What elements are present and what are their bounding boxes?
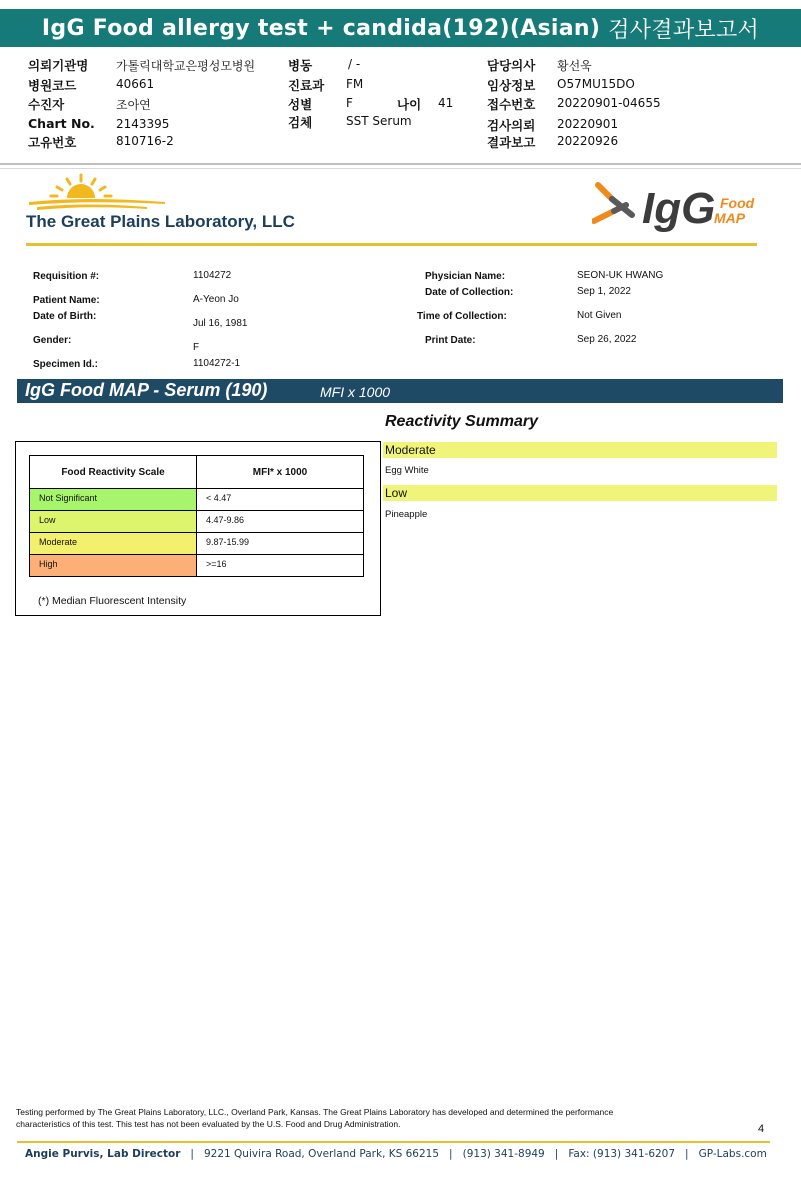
lab-website[interactable]: GP-Labs.com xyxy=(698,1148,767,1160)
doctor-label: 담당의사 xyxy=(487,58,536,73)
section-header-bar xyxy=(17,379,783,403)
physician-label: Physician Name: xyxy=(425,271,506,282)
doctor-value: 황선욱 xyxy=(557,59,592,73)
request-date-value: 20220901 xyxy=(557,117,619,131)
antibody-icon xyxy=(592,181,644,229)
scale-footnote: (*) Median Fluorescent Intensity xyxy=(38,595,187,607)
patient-value-kr: 조아연 xyxy=(116,98,151,112)
hospital-value: 가톨릭대학교은평성모병원 xyxy=(116,59,256,73)
summary-low-item: Pineapple xyxy=(385,509,428,520)
footer-rule xyxy=(17,1141,770,1143)
collection-date-value: Sep 1, 2022 xyxy=(577,286,631,297)
summary-moderate-band: Moderate xyxy=(383,442,777,458)
print-date-label: Print Date: xyxy=(425,335,476,346)
specimen-label: Specimen Id.: xyxy=(33,359,99,370)
logo-food-text: Food xyxy=(720,195,755,211)
scale-header-level: Food Reactivity Scale xyxy=(30,456,197,489)
id-number-value: 810716-2 xyxy=(116,134,174,148)
scale-level-cell: Not Significant xyxy=(30,489,197,511)
department-value: FM xyxy=(346,77,364,91)
chart-no-value: 2143395 xyxy=(116,117,170,131)
requisition-label: Requisition #: xyxy=(33,271,100,282)
logo-map-text: MAP xyxy=(714,210,746,226)
scale-level-cell: High xyxy=(30,555,197,577)
scale-range-cell: < 4.47 xyxy=(197,489,364,511)
disclaimer xyxy=(16,1106,716,1130)
logo-igg-text: IgG xyxy=(642,184,716,233)
section-unit: MFI x 1000 xyxy=(320,384,391,400)
summary-moderate-item: Egg White xyxy=(385,465,429,476)
scale-range-cell: >=16 xyxy=(197,555,364,577)
scale-range-cell: 4.47-9.86 xyxy=(197,511,364,533)
page-number: 4 xyxy=(758,1123,765,1135)
igg-food-map-logo xyxy=(592,181,762,241)
sex-label: 성별 xyxy=(288,97,313,112)
patient-name-value: A-Yeon Jo xyxy=(193,294,239,305)
banner-title-suffix: 검사결과보고서 xyxy=(608,17,760,43)
report-banner xyxy=(0,9,801,47)
collection-time-value: Not Given xyxy=(577,310,622,321)
dob-label: Date of Birth: xyxy=(33,311,97,322)
specimen-label-kr: 검체 xyxy=(288,115,313,130)
hospital-label: 의뢰기관명 xyxy=(28,58,89,73)
gender-value: F xyxy=(193,342,200,353)
reactivity-scale-box xyxy=(15,441,381,616)
patient-name-label: Patient Name: xyxy=(33,295,100,306)
scale-row-high xyxy=(30,555,364,577)
scale-row-moderate xyxy=(30,533,364,555)
scale-level-cell: Low xyxy=(30,511,197,533)
report-date-value: 20220926 xyxy=(557,134,619,148)
hospital-code-label: 병원코드 xyxy=(28,78,77,93)
age-value: 41 xyxy=(438,96,454,110)
header-divider xyxy=(0,163,801,165)
disclaimer-line-2: characteristics of this test. This test has not been evaluated by the U.S. Food and Drug Administration. xyxy=(16,1119,401,1129)
scale-level-cell: Moderate xyxy=(30,533,197,555)
summary-low-band: Low xyxy=(383,485,777,501)
request-date-label: 검사의뢰 xyxy=(487,118,536,133)
print-date-value: Sep 26, 2022 xyxy=(577,334,637,345)
sun-logo-icon xyxy=(27,172,167,212)
reactivity-scale-table xyxy=(29,455,364,577)
ward-value: / - xyxy=(348,57,361,71)
clinical-info-label: 임상정보 xyxy=(487,78,536,93)
requisition-value: 1104272 xyxy=(193,270,232,281)
lab-phone: (913) 341-8949 xyxy=(462,1148,545,1160)
scale-row-not-significant xyxy=(30,489,364,511)
disclaimer-line-1: Testing performed by The Great Plains Laboratory, LLC., Overland Park, Kansas. The Great Plains Laboratory has developed and determined the performance xyxy=(16,1107,614,1117)
sex-value: F xyxy=(346,96,353,110)
hospital-code-value: 40661 xyxy=(116,77,155,91)
header-rule xyxy=(26,243,757,246)
lab-name: The Great Plains Laboratory, LLC xyxy=(26,212,295,231)
specimen-value-kr: SST Serum xyxy=(346,114,412,128)
department-label: 진료과 xyxy=(288,78,325,93)
report-date-label: 결과보고 xyxy=(487,135,536,150)
lab-fax: Fax: (913) 341-6207 xyxy=(568,1148,676,1160)
id-number-label: 고유번호 xyxy=(28,135,77,150)
patient-label-kr: 수진자 xyxy=(28,97,65,112)
footer-contact: Angie Purvis, Lab Director | 9221 Quivira Road, Overland Park, KS 66215 | (913) 341-8949 | Fax: (913) 341-6207 | GP-Labs.com xyxy=(25,1148,767,1160)
scale-row-low xyxy=(30,511,364,533)
collection-time-label: Time of Collection: xyxy=(417,311,507,322)
scale-header-row xyxy=(30,456,364,489)
specimen-value: 1104272-1 xyxy=(193,358,241,369)
physician-value: SEON-UK HWANG xyxy=(577,270,664,281)
scale-range-cell: 9.87-15.99 xyxy=(197,533,364,555)
banner-title: IgG Food allergy test + candida(192)(Asian) xyxy=(41,15,601,41)
reactivity-summary-title: Reactivity Summary xyxy=(385,413,538,430)
gender-label: Gender: xyxy=(33,335,72,346)
lab-address: 9221 Quivira Road, Overland Park, KS 66215 xyxy=(203,1148,440,1160)
dob-value: Jul 16, 1981 xyxy=(193,318,248,329)
ward-label: 병동 xyxy=(288,58,313,73)
age-label: 나이 xyxy=(397,97,422,112)
clinical-info-value: O57MU15DO xyxy=(557,77,635,91)
receipt-no-label: 접수번호 xyxy=(487,97,536,112)
chart-no-label: Chart No. xyxy=(28,116,95,131)
scale-header-mfi: MFI* x 1000 xyxy=(197,456,364,489)
header-divider-thin xyxy=(0,168,801,169)
section-title: IgG Food MAP - Serum (190) xyxy=(25,380,268,400)
collection-date-label: Date of Collection: xyxy=(425,287,514,298)
lab-director: Angie Purvis, Lab Director xyxy=(25,1148,181,1160)
receipt-no-value: 20220901-04655 xyxy=(557,96,661,110)
